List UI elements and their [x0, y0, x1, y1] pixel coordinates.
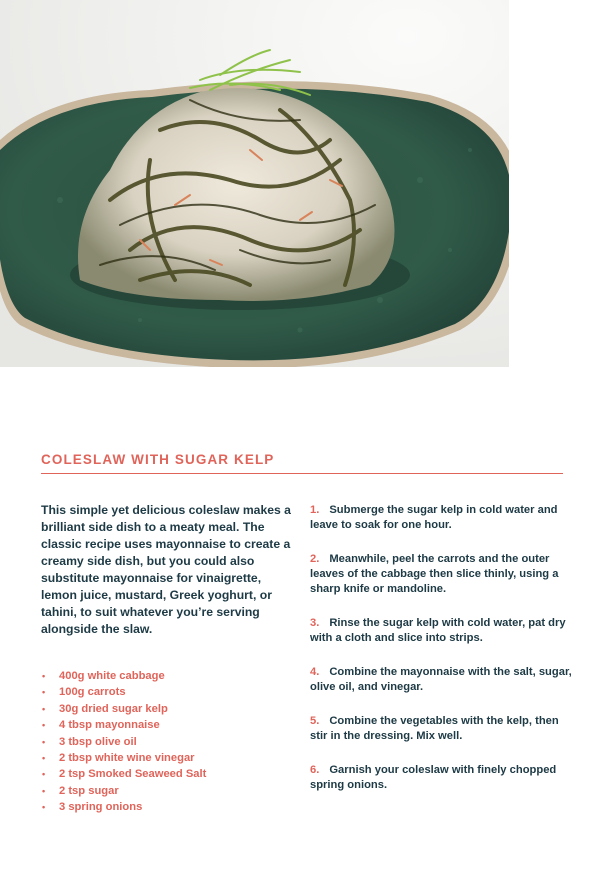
step-number: 1.: [310, 504, 320, 516]
bullet-icon: •: [42, 703, 46, 714]
bullet-icon: •: [42, 687, 46, 698]
step-text: Meanwhile, peel the carrots and the outer leaves of the cabbage then slice thinly, using a sharp knife or mandoline.: [310, 553, 559, 595]
step-text: Garnish your coleslaw with finely chopped spring onions.: [310, 764, 557, 791]
ingredient-item: • 30g dried sugar kelp: [41, 701, 291, 717]
bullet-icon: •: [42, 802, 46, 813]
step-number: 3.: [310, 617, 320, 629]
method-step: [310, 616, 572, 646]
ingredient-item: • 100g carrots: [41, 684, 291, 700]
step-text: Rinse the sugar kelp with cold water, pat dry with a cloth and slice into strips.: [310, 617, 566, 644]
step-number: 2.: [310, 553, 320, 565]
ingredient-item: • 2 tsp Smoked Seaweed Salt: [41, 766, 291, 782]
bullet-icon: •: [42, 753, 46, 764]
bullet-icon: •: [42, 785, 46, 796]
bullet-icon: •: [42, 671, 46, 681]
method-steps: [310, 503, 572, 812]
step-text: Submerge the sugar kelp in cold water and leave to soak for one hour.: [310, 504, 558, 531]
step-text: Combine the mayonnaise with the salt, sugar, olive oil, and vinegar.: [310, 666, 572, 693]
coleslaw-photo: [0, 0, 509, 367]
step-number: 4.: [310, 666, 320, 678]
ingredient-list: [41, 668, 291, 816]
ingredient-item: • 3 spring onions: [41, 799, 291, 815]
title-divider: [41, 473, 563, 474]
method-step: [310, 714, 572, 744]
method-step: [310, 763, 572, 793]
ingredient-item: • 400g white cabbage: [41, 668, 291, 684]
step-number: 5.: [310, 715, 320, 727]
ingredient-item: • 2 tbsp white wine vinegar: [41, 750, 291, 766]
bullet-icon: •: [42, 736, 46, 747]
ingredient-item: • 2 tsp sugar: [41, 783, 291, 799]
bullet-icon: •: [42, 769, 46, 780]
method-step: [310, 665, 572, 695]
step-text: Combine the vegetables with the kelp, then stir in the dressing. Mix well.: [310, 715, 559, 742]
recipe-intro: This simple yet delicious coleslaw makes a brilliant side dish to a meaty meal. The classic recipe uses mayonnaise to create a creamy side dish, but you could also substitute mayonnaise for vinaigrette, lemon juice, mustard, Greek yoghurt, or tahini, to suit whatever you’re serving alongside the slaw.: [41, 503, 291, 636]
bullet-icon: •: [42, 720, 46, 731]
recipe-title: COLESLAW WITH SUGAR KELP: [41, 452, 275, 467]
method-step: [310, 552, 572, 597]
step-number: 6.: [310, 764, 320, 776]
ingredient-item: • 3 tbsp olive oil: [41, 734, 291, 750]
ingredient-item: • 4 tbsp mayonnaise: [41, 717, 291, 733]
method-step: [310, 503, 572, 533]
